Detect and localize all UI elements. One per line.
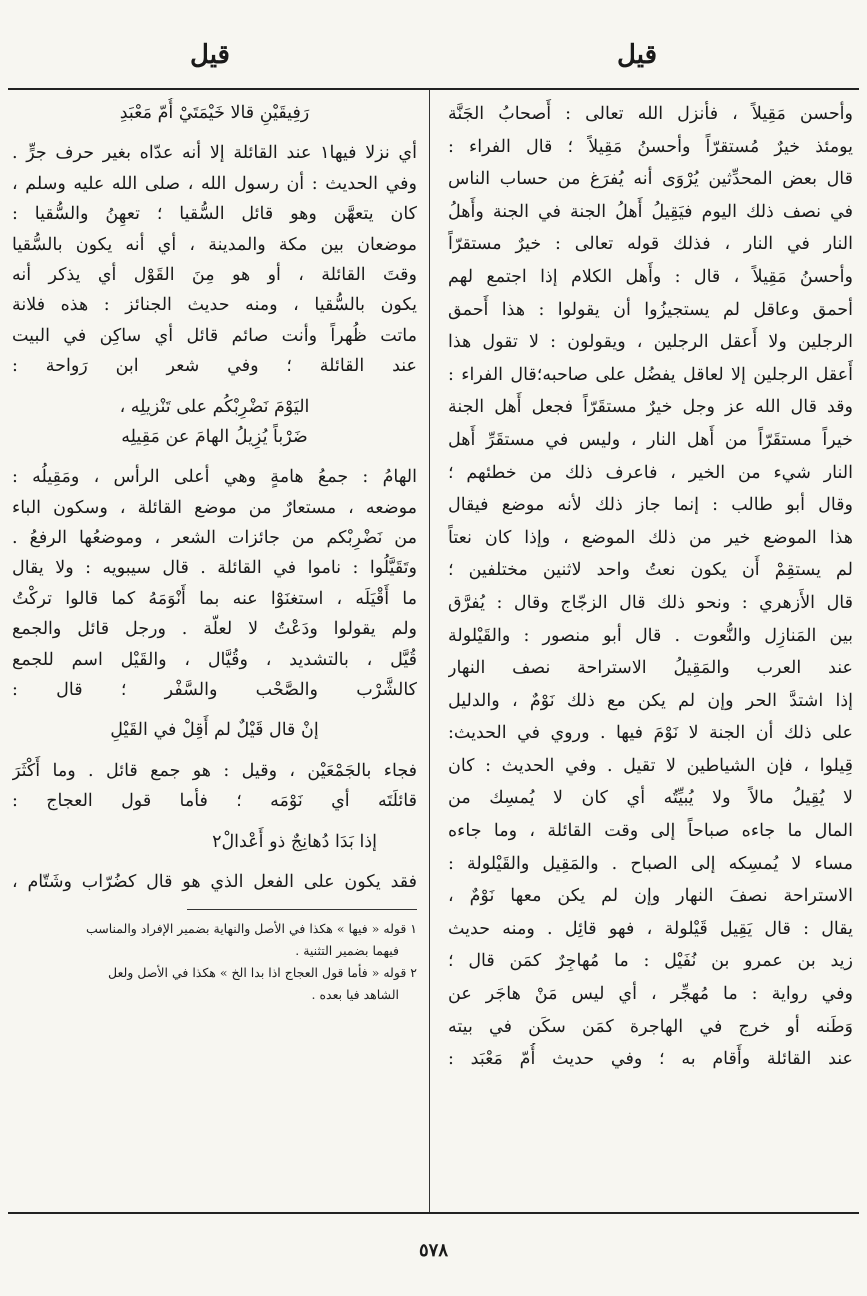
footnote: ٢ قوله « فأما قول العجاج اذا بدا الخ » هكذا في الأصل ولعل — [108, 965, 417, 981]
header-rule — [8, 88, 859, 90]
text-line: ما أَقْيَلَه ، استغنَوْا عنه بما أَنْوَمَهُ كما قالوا تركْتُ — [12, 588, 417, 609]
footnote: ١ قوله « فيها » هكذا في الأصل والنهاية بضمير الإفراد والمناسب — [85, 921, 417, 937]
verse-line: إذا بَدَا دُهانِجٌ ذو أَعْدالْ٢ — [212, 831, 377, 852]
text-line: قال بعض المحدِّثين يُرْوَى أنه يُفرَغ من حساب الناس — [448, 169, 853, 190]
text-line: على ذلك أن الجنة لا نَوْمَ فيها . وروي في الحديث: — [448, 723, 853, 744]
text-line: يقال : قال يَقِيل قَيْلولة ، فهو قائِل . ومنه حديث — [448, 918, 853, 939]
text-line: وفي الحديث : أن رسول الله ، صلى الله عليه وسلم ، — [12, 173, 417, 194]
text-line: النار شيء من الخير ، فاعرف ذلك من خطئهم ؛ — [448, 462, 853, 483]
text-line: ولم يقولوا ودَعْتُ لا لعلّة . ورجل قائل والجمع — [12, 619, 417, 640]
text-line: وفي رواية : ما مُهجِّر ، أي ليس مَنْ هاجَر عن — [448, 984, 853, 1005]
text-line: وأحسن مَقِيلاً ، فأنزل الله تعالى : أَصحابُ الجَنَّة — [448, 104, 853, 124]
text-line: الهامُ : جمعُ هامةٍ وهي أعلى الرأس ، ومَقِيلُه : — [12, 467, 417, 488]
text-line: إذا اشتدَّ الحر وإن لم يكن مع ذلك نَوْمٌ ، والدليل — [448, 690, 853, 711]
verse-line: اليَوْمَ نَضْرِبْكُم على تَنْزيلِه ، — [119, 396, 310, 417]
text-line: لا يُقِيلُ مالاً ولا يُبيِّتُه أي كان لا يُمسِك من — [448, 788, 853, 809]
text-line: خيراً مستقَرّاً من أَهل النار ، وليس في مستقَرِّ أَهل — [448, 429, 853, 450]
text-line: ماتت ظُهراً وأنت صائم قائل أي ساكِن في البيت — [12, 325, 417, 346]
text-line: هذا الموضع خير من ذلك الموضع ، وإذا كان نعتاً — [448, 527, 853, 548]
verse-line: رَفِيقَيْنِ قالا خَيْمَتَيْ أُمّ مَعْبَدِ — [119, 103, 310, 123]
text-line: يكون بالسُّقيا ، ومنه حديث الجنائز : هذه فلانة — [12, 295, 417, 316]
spacer — [12, 705, 417, 715]
spacer — [12, 382, 417, 392]
verse-line: إنْ قال قَيْلٌ لم أَقِلْ في القَيْلِ — [110, 720, 319, 741]
text-line: موضعه ، مستعارٌ من موضع القائلة ، وسكون الباء — [12, 497, 417, 518]
text-line: بين المَنازِل والنُّعوت . قال أبو منصور : والقَيْلولة — [448, 625, 853, 646]
page-number: ٥٧٨ — [418, 1240, 448, 1261]
text-line: وقد قال الله عز وجل خيرٌ مستقَرّاً فجعل أَهل الجنة — [448, 397, 853, 418]
text-line: فقد يكون على الفعل الذي هو قال كضُرّاب وشَتّام ، — [12, 871, 417, 892]
spacer — [12, 128, 417, 138]
text-line: قُيَّل ، بالتشديد ، وقُيَّال ، والقَيْل اسم للجمع — [12, 649, 417, 670]
footnote-rule — [187, 909, 417, 910]
text-line: وَطَنه أو خرج في الهاجرة كمَن سكَن في بيته — [448, 1016, 853, 1037]
spacer — [12, 817, 417, 827]
text-line: المال ما جاءه صباحاً إلى وقت القائلة ، وما جاءه — [448, 821, 853, 842]
column-divider — [429, 90, 430, 1212]
text-line: كالشَّرْب والصَّحْب والسَّفْر ؛ قال : — [12, 680, 417, 701]
text-line: مساء لا يُمسِكه إلى الصباح . والمَقِيل والقَيْلولة : — [448, 853, 853, 874]
spacer — [12, 746, 417, 756]
text-line: في نصف ذلك اليوم فيَقِيلُ أَهلُ الجنة في الجنة وأَهلُ — [448, 201, 853, 222]
text-line: وتَقَيَّلُوا : ناموا في القائلة . قال سيبويه : ولا يقال — [12, 558, 417, 579]
text-line: النار في النار ، فذلك قوله تعالى : خيرٌ مستقرّاً — [448, 234, 853, 255]
text-line: وقال أبو طالب : إنما جاز ذلك لأنه موضع فيقال — [448, 495, 853, 516]
text-line: فجاء بالجَمْعَيْن ، وقيل : هو جمع قائل . وما أَكْثَرَ — [12, 760, 417, 781]
text-line: قِيلوا ، فإن الشياطين لا تقيل . وفي الحديث : كان — [448, 755, 853, 776]
text-line: الرجلين ولا أَعقل الرجلين ، ويقولون : لا تقول هذا — [448, 332, 853, 353]
spacer — [12, 857, 417, 867]
text-line: عند القائلة ؛ وفي شعر ابن رَواحة : — [12, 356, 417, 377]
text-line: زيد بن عمرو بن نُفَيْل : ما مُهاجِرٌ كمَن قال ؛ — [448, 951, 853, 972]
text-line: قال الأَزهري : ونحو ذلك قال الزجّاج وقال : يُفرَّق — [448, 592, 853, 613]
spacer — [12, 452, 417, 462]
footnote: الشاهد فيا بعده . — [311, 987, 399, 1003]
left-column — [12, 98, 417, 1006]
running-header-left: قيل — [190, 40, 230, 70]
footnote: فيهما بضمير التثنية . — [295, 943, 399, 959]
text-line: موضعان بين مكة والمدينة ، أي أنه يكون بالسُّقيا — [12, 234, 417, 255]
text-line: الاستراحة نصفَ النهار وإن لم يكن معها نَوْمٌ ، — [448, 886, 853, 907]
text-line: وقتَ القائلة ، أو هو مِنَ القَوْل أي يذكر أنه — [12, 264, 417, 285]
running-header-right: قيل — [617, 40, 657, 70]
text-line: يومئذ خيرٌ مُستقرّاً وأحسنُ مَقِيلاً ؛ قال الفراء : — [448, 136, 853, 157]
right-column — [448, 98, 853, 1076]
text-line: أي نزلا فيها١ عند القائلة إلا أنه عدّاه بغير حرف جرٍّ . — [12, 143, 417, 164]
verse-line: ضَرْباً يُزِيلُ الهامَ عن مَقِيلِه — [121, 426, 308, 447]
text-line: قائلَتَه أي نَوْمَه ؛ فأما قول العجاج : — [12, 791, 417, 812]
text-line: أحمق وعاقل لم يستجيزُوا أن يقولوا : هذا أَحمق — [448, 299, 853, 320]
text-line: كان يتعهَّن وهو قائل السُّقيا ؛ تعهِنُ والسُّقيا : — [12, 204, 417, 225]
text-line: لم يستقِمْ أَن يكون نعتُ واحد لاثنين مختلفين ؛ — [448, 560, 853, 581]
footer-rule — [8, 1212, 859, 1214]
text-line: من نَضْرِبْكم من جائزات الشعر ، وموضعُها الرفعُ . — [12, 528, 417, 549]
text-line: وأحسنُ مَقِيلاً ، قال : وأَهل الكلام إذا اجتمع لهم — [448, 266, 853, 287]
text-line: عند العرب والمَقِيلُ الاستراحة نصف النهار — [448, 658, 853, 679]
text-line: عند القائلة وأَقام به ؛ وفي حديث أُمّ مَعْبَد : — [448, 1049, 853, 1070]
text-line: أَعقل الرجلين إلا لعاقل يفضُل على صاحبه؛قال الفراء : — [448, 364, 853, 385]
